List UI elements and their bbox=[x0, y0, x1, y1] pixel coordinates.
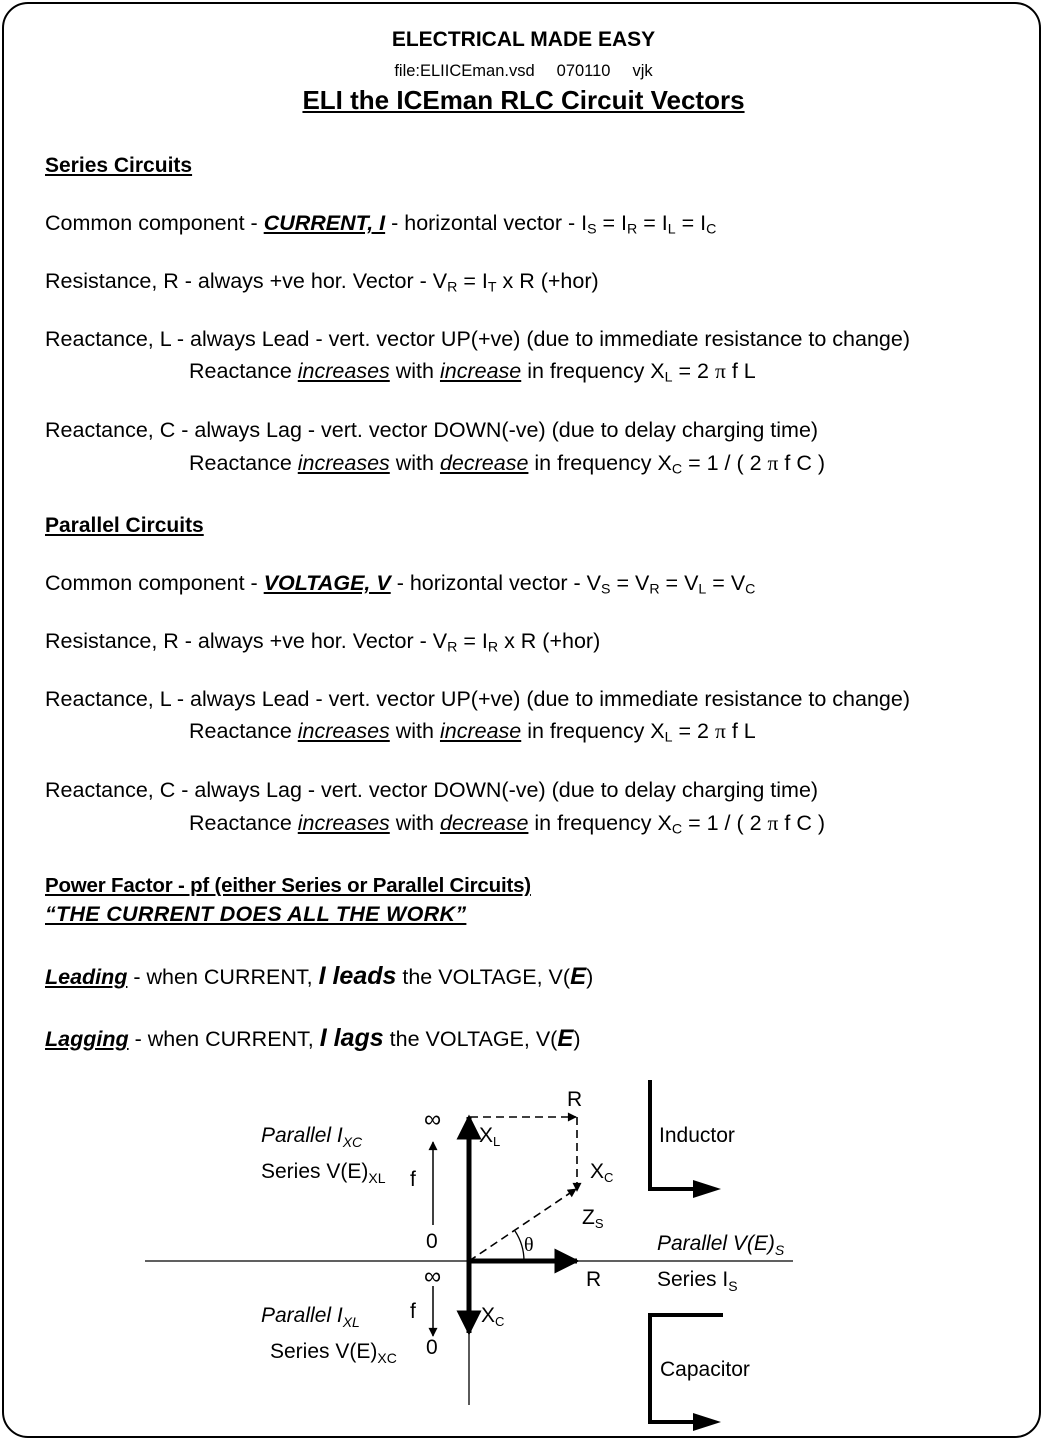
parallel-capacitive-line: Reactance, C - always Lag - vert. vector DOWN(-ve) (due to delay charging time) bbox=[45, 778, 819, 802]
right-axis-parallel-label: Parallel $V(E)_S$ bbox=[657, 1232, 785, 1258]
series-heading: Series Circuits bbox=[45, 154, 193, 177]
lower-left-parallel-label: Parallel $I_{XL}$ bbox=[261, 1304, 360, 1330]
author: vjk bbox=[632, 62, 653, 80]
lagging-line: Lagging - when CURRENT, I lags the VOLTAGE, V(E) bbox=[45, 1024, 581, 1052]
series-capacitive-line: Reactance, C - always Lag - vert. vector DOWN(-ve) (due to delay charging time) bbox=[45, 418, 819, 442]
parallel-inductive-formula: Reactance increases with increase in frequency $X_L = 2$ π f L bbox=[189, 719, 756, 746]
series-common-emph: CURRENT, I bbox=[263, 211, 386, 235]
capacitor-arrowhead bbox=[693, 1413, 721, 1431]
parallel-inductive-line: Reactance, L - always Lead - vert. vector UP(+ve) (due to immediate resistance to change) bbox=[45, 687, 910, 711]
zero-top-label: 0 bbox=[426, 1230, 438, 1253]
inductor-arrowhead bbox=[693, 1180, 721, 1198]
zs-label: ZS bbox=[582, 1206, 604, 1231]
upper-left-series-label: Series $V(E)_{XL}$ bbox=[261, 1160, 386, 1186]
right-axis-series-label: Series $I_S$ bbox=[657, 1268, 738, 1294]
xc-upper-label: XC bbox=[590, 1160, 614, 1185]
theta-label: θ bbox=[524, 1234, 534, 1256]
file-name: file:ELIICEman.vsd bbox=[394, 62, 535, 80]
capacitor-label: Capacitor bbox=[660, 1358, 750, 1381]
r-top-label: R bbox=[567, 1088, 583, 1111]
theta-arc bbox=[515, 1231, 524, 1261]
power-factor-quote: “THE CURRENT DOES ALL THE WORK” bbox=[45, 902, 467, 926]
r-axis-label: R bbox=[586, 1268, 602, 1291]
date-code: 070110 bbox=[556, 62, 611, 80]
series-capacitive-formula: Reactance increases with decrease in frequency $X_C = 1$ / ( 2 π f C ) bbox=[189, 451, 825, 478]
parallel-common-emph: VOLTAGE, V bbox=[263, 571, 391, 595]
parallel-capacitive-formula: Reactance increases with decrease in frequency $X_C = 1$ / ( 2 π f C ) bbox=[189, 811, 825, 838]
xc-lower-label: XC bbox=[481, 1304, 505, 1329]
zero-bottom-label: 0 bbox=[426, 1336, 438, 1359]
infinity-bottom-label: ∞ bbox=[424, 1263, 442, 1290]
upper-left-parallel-label: Parallel $I_{XC}$ bbox=[261, 1124, 363, 1150]
page-title: ELI the ICEman RLC Circuit Vectors bbox=[302, 85, 745, 115]
series-inductive-line: Reactance, L - always Lead - vert. vector UP(+ve) (due to immediate resistance to change) bbox=[45, 327, 910, 351]
parallel-heading: Parallel Circuits bbox=[45, 514, 204, 537]
series-common-line: Common component - CURRENT, I - horizontal vector - $I_S = I_R = I_L = I_C$ bbox=[45, 211, 717, 238]
infinity-top-label: ∞ bbox=[424, 1106, 442, 1133]
series-resistance-line: Resistance, R - always +ve hor. Vector - $V_R = I_T$ x R (+hor) bbox=[45, 269, 599, 296]
leading-term: Leading bbox=[45, 965, 128, 989]
f-bottom-label: f bbox=[410, 1300, 416, 1323]
parallel-common-line: Common component - VOLTAGE, V - horizontal vector - $V_S = V_R = V_L = V_C$ bbox=[45, 571, 756, 598]
power-factor-heading: Power Factor - pf (either Series or Parallel Circuits) bbox=[45, 874, 531, 897]
xl-label: XL bbox=[479, 1124, 501, 1149]
leading-line: Leading - when CURRENT, I leads the VOLTAGE, V(E) bbox=[45, 962, 594, 990]
parallel-resistance-line: Resistance, R - always +ve hor. Vector - $V_R = I_R$ x R (+hor) bbox=[45, 629, 601, 656]
lagging-term: Lagging bbox=[45, 1027, 129, 1051]
f-top-label: f bbox=[410, 1168, 416, 1191]
inductor-label: Inductor bbox=[659, 1124, 735, 1147]
publisher-heading: ELECTRICAL MADE EASY bbox=[391, 28, 656, 51]
series-inductive-formula: Reactance increases with increase in frequency $X_L = 2$ π f L bbox=[189, 359, 756, 386]
lower-left-series-label: Series $V(E)_{XC}$ bbox=[270, 1340, 397, 1366]
